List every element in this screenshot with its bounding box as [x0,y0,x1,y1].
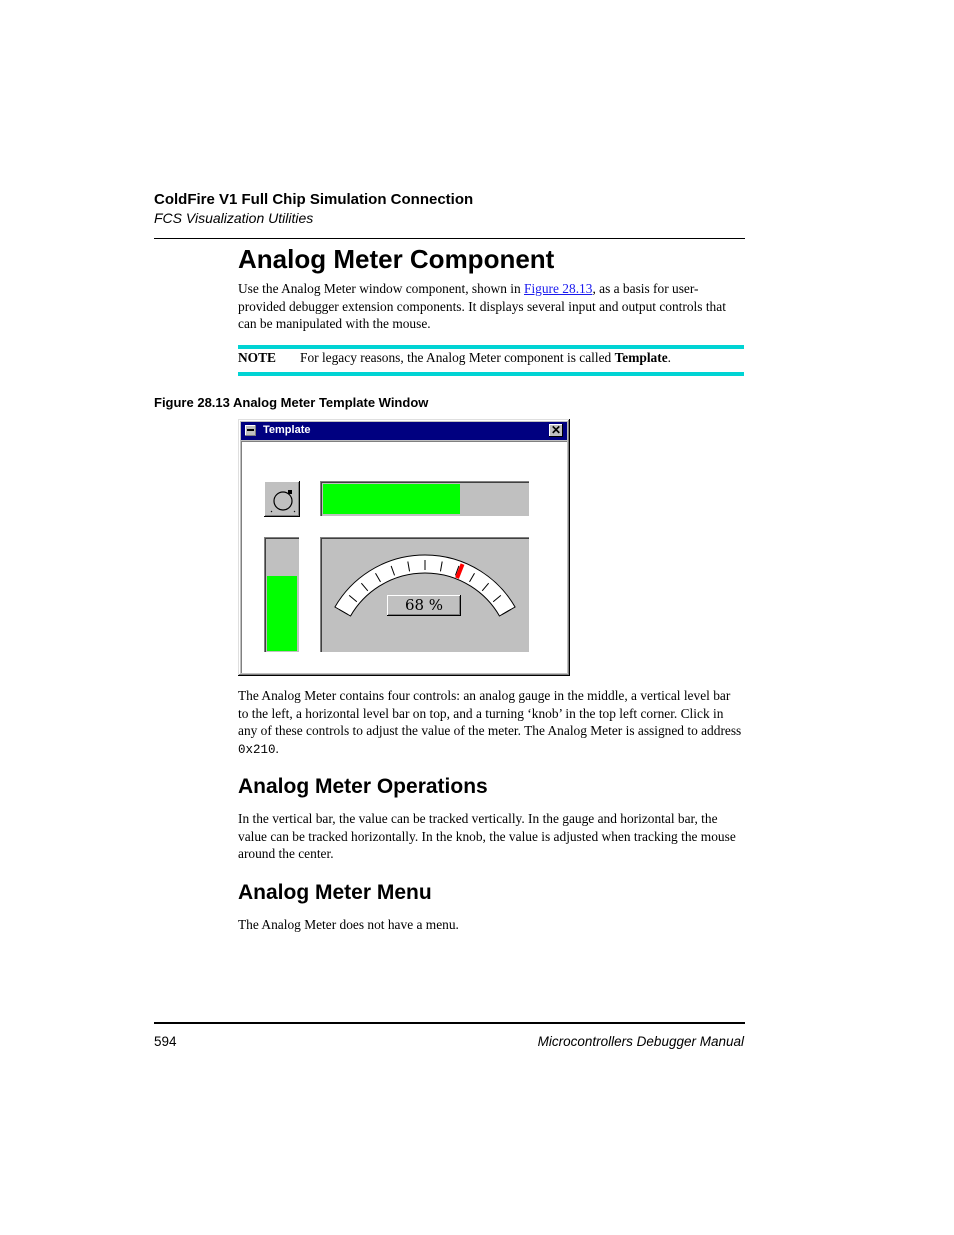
note-text-end: . [667,350,672,365]
address-code: 0x210 [238,742,276,757]
knob-icon [264,481,300,517]
manual-title: Microcontrollers Debugger Manual [537,1034,744,1049]
running-header-subtitle: FCS Visualization Utilities [154,210,314,226]
system-menu-icon[interactable] [245,425,256,436]
intro-paragraph [238,280,744,333]
analog-gauge[interactable] [320,537,530,653]
gauge-readout: 68 % [387,595,461,616]
note-text [300,350,671,366]
controls-paragraph [238,687,744,759]
horizontal-level-bar[interactable] [320,481,530,517]
note-bold-word: Template [614,350,668,365]
template-window [238,419,570,676]
note-label: NOTE [238,350,276,365]
vertical-level-bar[interactable] [264,537,300,653]
close-icon[interactable]: ✕ [550,423,562,437]
header-rule [154,238,745,239]
knob-control[interactable] [264,481,300,517]
controls-text-end: . [275,740,279,756]
operations-paragraph: In the vertical bar, the value can be tracked vertically. In the gauge and horizontal bar, the value can be tracked horizontally. In the knob, the value is adjusted when tracking the mouse around the center. [238,811,736,861]
note-bottom-bar [238,372,744,376]
footer-rule [154,1022,745,1024]
window-title-bar[interactable] [241,422,567,440]
section-heading-analog-meter-component: Analog Meter Component [238,244,555,274]
note-text-start: For legacy reasons, the Analog Meter component is called [300,350,615,365]
window-title: Template [263,424,311,436]
intro-text-end: , as a basis for user-provided debugger extension components. It displays several input and output controls that can be manipulated with the mouse. [238,281,726,331]
section-heading-operations: Analog Meter Operations [238,775,488,798]
running-header-title: ColdFire V1 Full Chip Simulation Connection [154,191,474,208]
controls-text: The Analog Meter contains four controls: an analog gauge in the middle, a vertical level bar to the left, a horizontal level bar on top, and a turning ‘knob’ in the top left corner. Click in any of these controls to adjust the value of the meter. The Analog Meter is assigned to address [238,688,742,738]
figure-link[interactable]: Figure 28.13 [524,281,593,296]
note-top-bar [238,345,744,349]
intro-text-start: Use the Analog Meter window component, shown in [238,281,524,296]
page-number: 594 [154,1034,177,1049]
menu-paragraph: The Analog Meter does not have a menu. [238,917,459,932]
figure-caption: Figure 28.13 Analog Meter Template Window [154,395,429,410]
vertical-level-fill [267,576,297,651]
section-heading-menu: Analog Meter Menu [238,881,432,904]
horizontal-level-fill [323,484,460,514]
window-client-area [241,441,567,673]
